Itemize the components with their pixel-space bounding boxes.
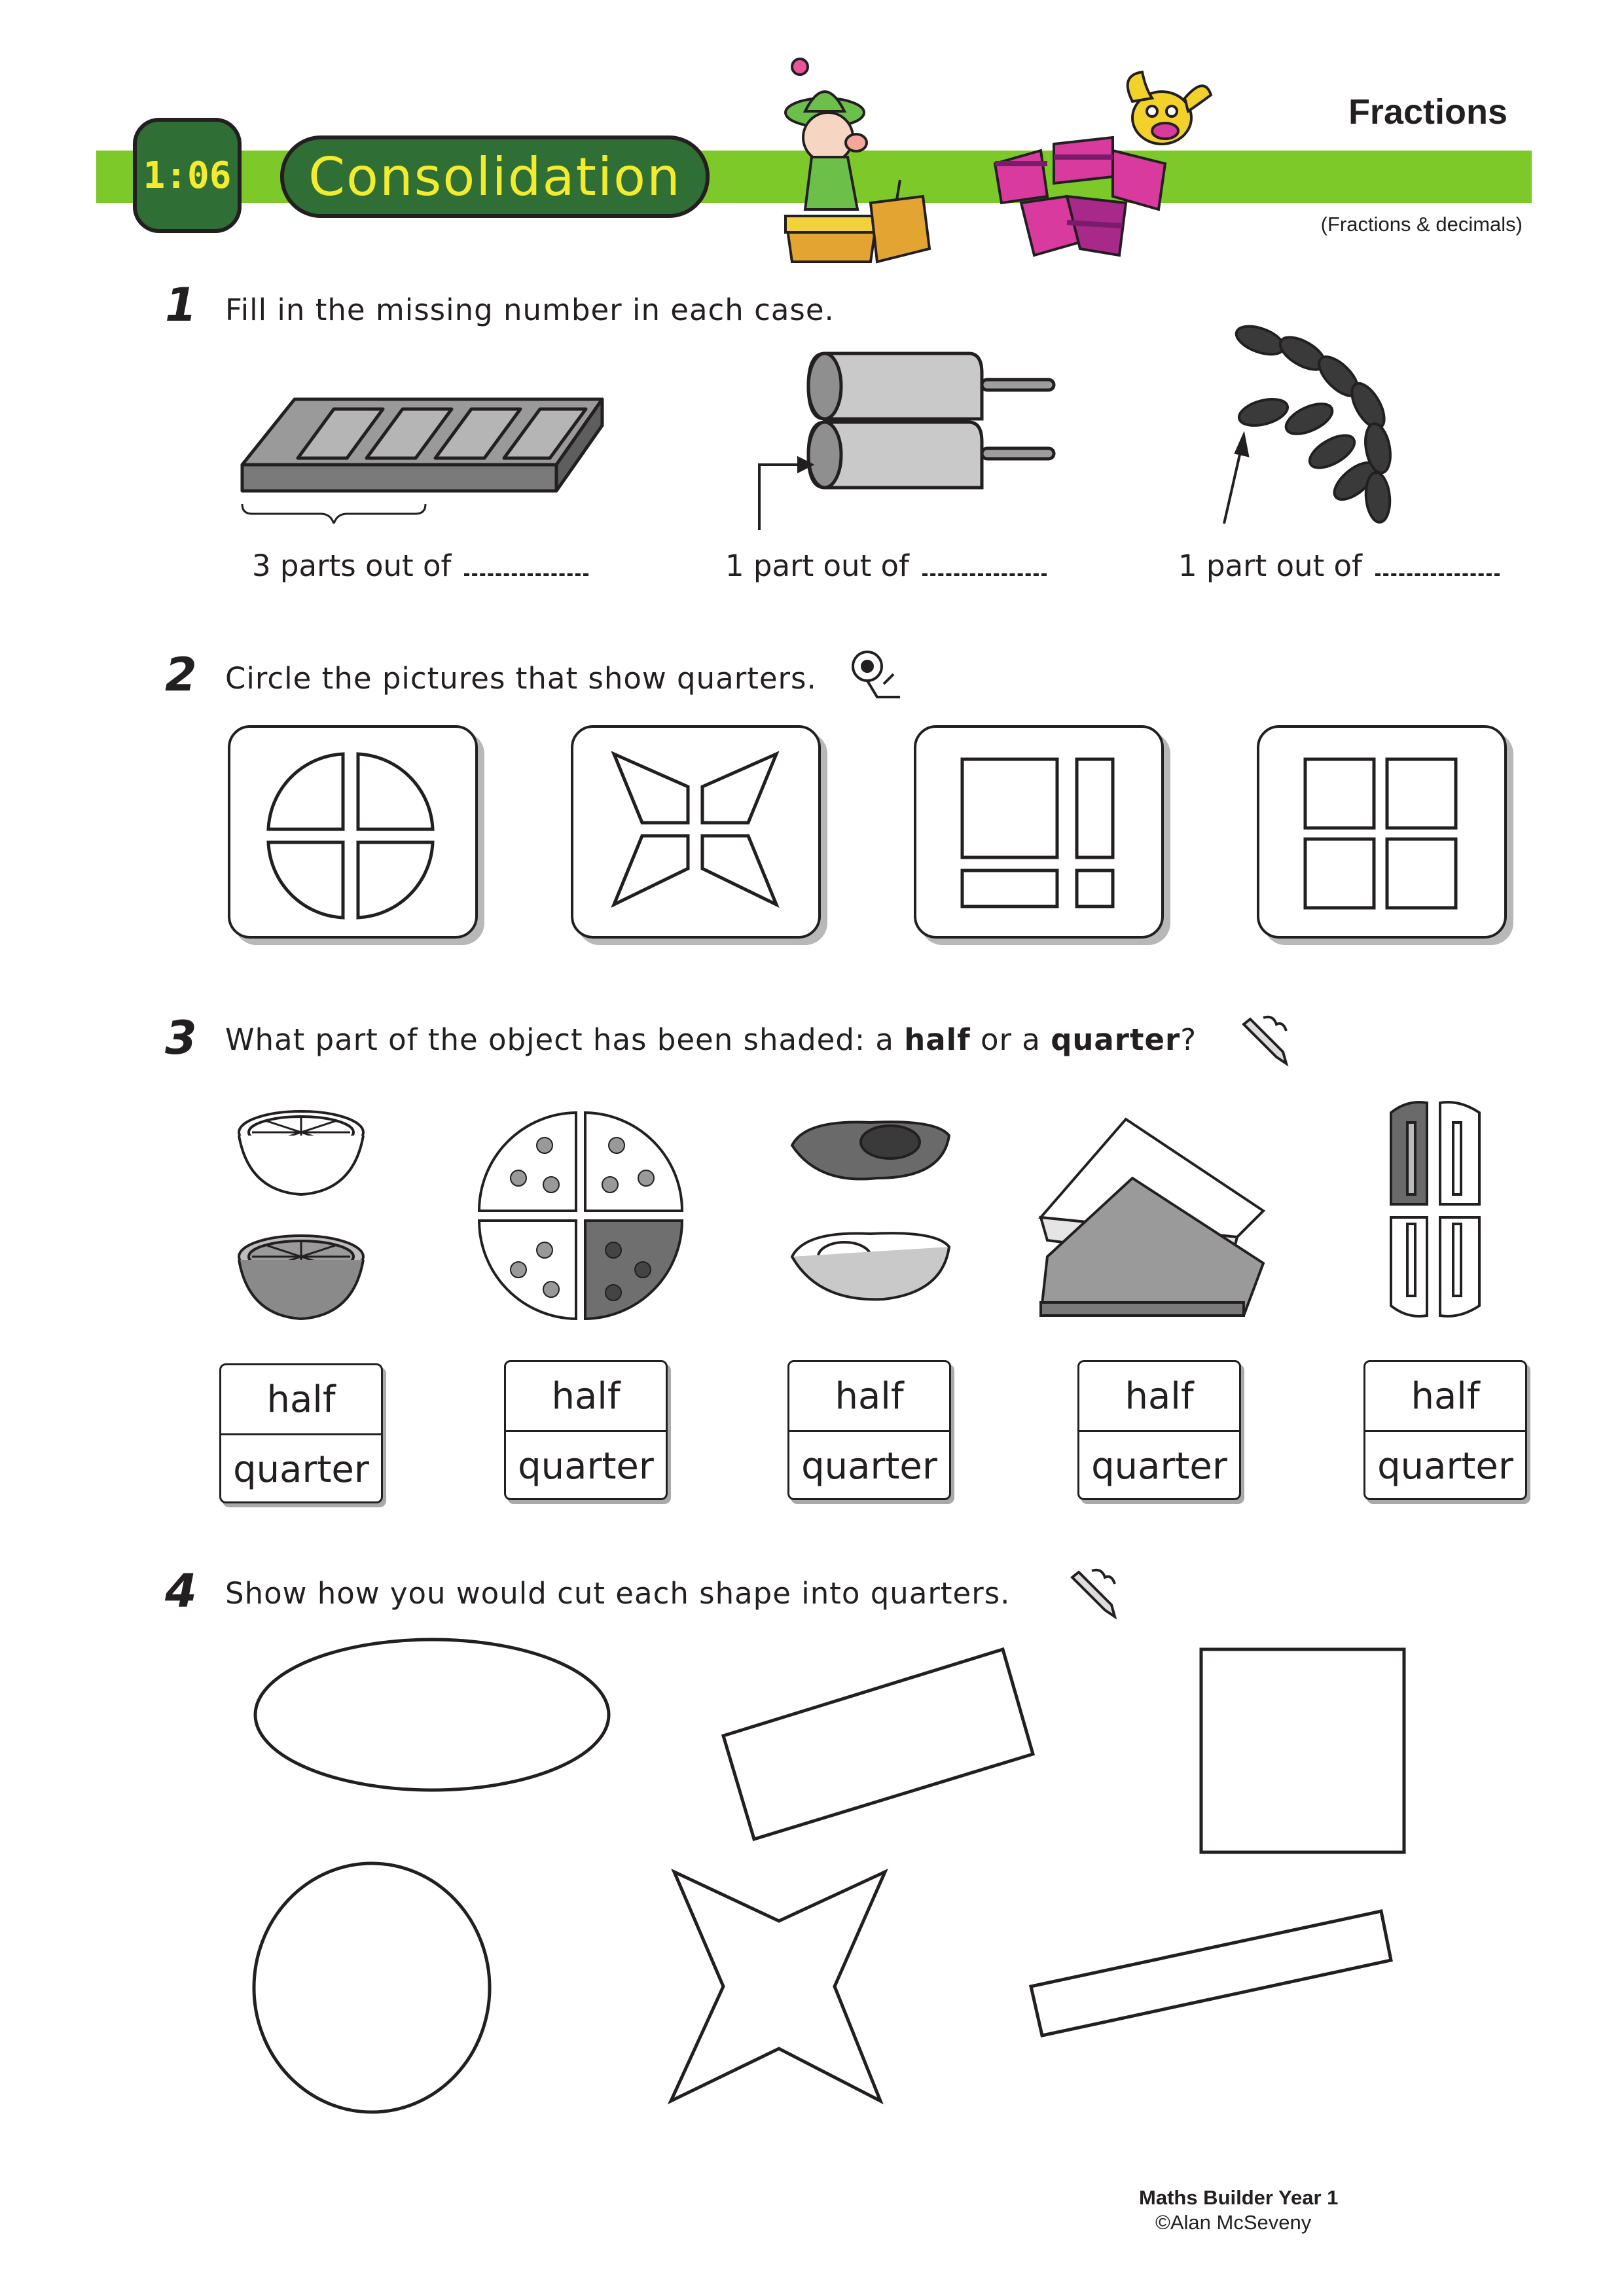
q3-choice-2[interactable] [504, 1360, 668, 1500]
q3-choice-4-half[interactable]: half [1079, 1362, 1239, 1432]
question-3-number: 3 [165, 1011, 197, 1065]
q3-choice-2-quarter[interactable]: quarter [518, 1444, 654, 1488]
q3-choice-3-half[interactable]: half [789, 1362, 949, 1432]
q1-answer-1-label: 3 parts out of [252, 548, 452, 583]
q2-picture-square-quarters[interactable] [1257, 725, 1507, 939]
sandwich-icon [1028, 1106, 1276, 1322]
lesson-title: Consolidation [308, 146, 681, 207]
q4-shape-long-rectangle[interactable] [1031, 1911, 1391, 2036]
q3-choice-4[interactable] [1077, 1360, 1241, 1500]
q3-text-mid: or a [970, 1022, 1051, 1057]
question-4-number: 4 [165, 1564, 197, 1618]
q4-shape-star[interactable] [671, 1872, 885, 2101]
topic-subtitle: (Fractions & decimals) [1320, 213, 1523, 236]
q3-choice-1-half[interactable]: half [221, 1365, 381, 1435]
footer-copyright: ©Alan McSeveny [1155, 2211, 1312, 2234]
pencil-icon [1237, 1011, 1296, 1067]
q3-text-after: ? [1180, 1022, 1197, 1057]
q4-shape-ellipse[interactable] [255, 1640, 609, 1790]
unequal-rectangles-icon [916, 728, 1161, 936]
q4-shape-tilted-rectangle[interactable] [723, 1649, 1033, 1839]
q4-shape-circle[interactable] [254, 1863, 490, 2112]
eye-icon [848, 648, 907, 700]
pencil-icon-2 [1066, 1564, 1125, 1620]
topic-title: Fractions [1348, 92, 1507, 132]
q3-choice-1-quarter[interactable]: quarter [233, 1448, 369, 1491]
q3-choice-5-half[interactable]: half [1365, 1362, 1525, 1432]
question-4-text: Show how you would cut each shape into quarters. [225, 1576, 1011, 1611]
circle-quarters-icon [230, 728, 475, 936]
square-quarters-icon [1259, 728, 1504, 936]
q3-choice-5[interactable] [1363, 1360, 1527, 1500]
q3-choice-5-quarter[interactable]: quarter [1377, 1444, 1513, 1488]
lesson-code: 1:06 [143, 154, 232, 197]
q1-answer-2 [725, 548, 1047, 583]
question-1-text: Fill in the missing number in each case. [225, 293, 835, 327]
question-2-number: 2 [165, 648, 197, 702]
q1-answer-3-label: 1 part out of [1178, 548, 1362, 583]
q3-choice-2-half[interactable]: half [506, 1362, 666, 1432]
q1-answer-3 [1178, 548, 1500, 583]
q3-choice-3-quarter[interactable]: quarter [801, 1444, 937, 1488]
q3-choice-4-quarter[interactable]: quarter [1091, 1444, 1227, 1488]
q1-answer-3-blank[interactable] [1375, 571, 1500, 576]
q1-answer-1 [252, 548, 588, 583]
q1-answer-1-blank[interactable] [464, 571, 588, 576]
question-3-text [225, 1022, 1197, 1057]
lesson-code-badge [133, 118, 242, 233]
q3-choice-1[interactable] [219, 1363, 383, 1503]
avocado-icon [779, 1106, 969, 1316]
cartoon-dog-icon [1113, 62, 1218, 167]
question-1-number: 1 [165, 278, 197, 332]
ice-block-icon [1381, 1096, 1492, 1322]
lesson-title-badge [280, 135, 710, 218]
q1-answer-2-blank[interactable] [922, 571, 1047, 576]
chocolate-bar-icon [236, 380, 609, 524]
sausages-icon [1218, 308, 1440, 530]
q3-choice-3[interactable] [787, 1360, 951, 1500]
q1-answer-2-label: 1 part out of [725, 548, 909, 583]
cartoon-girl-icon [766, 52, 936, 268]
q3-text-before: What part of the object has been shaded: a [225, 1022, 905, 1057]
bowtie-quarters-icon [573, 728, 818, 936]
q2-picture-unequal-rectangles[interactable] [914, 725, 1164, 939]
q4-shapes-canvas [0, 1623, 1624, 2121]
q4-shape-square[interactable] [1201, 1649, 1404, 1852]
q3-bold-half: half [904, 1022, 971, 1057]
pizza-icon [473, 1100, 689, 1335]
q2-picture-circle-quarters[interactable] [228, 725, 478, 939]
question-2-text: Circle the pictures that show quarters. [225, 661, 817, 696]
q3-bold-quarter: quarter [1051, 1022, 1181, 1057]
orange-icon [229, 1100, 373, 1322]
ice-blocks-icon [746, 340, 1074, 530]
footer-title: Maths Builder Year 1 [1139, 2186, 1339, 2209]
q2-picture-bowtie[interactable] [571, 725, 821, 939]
